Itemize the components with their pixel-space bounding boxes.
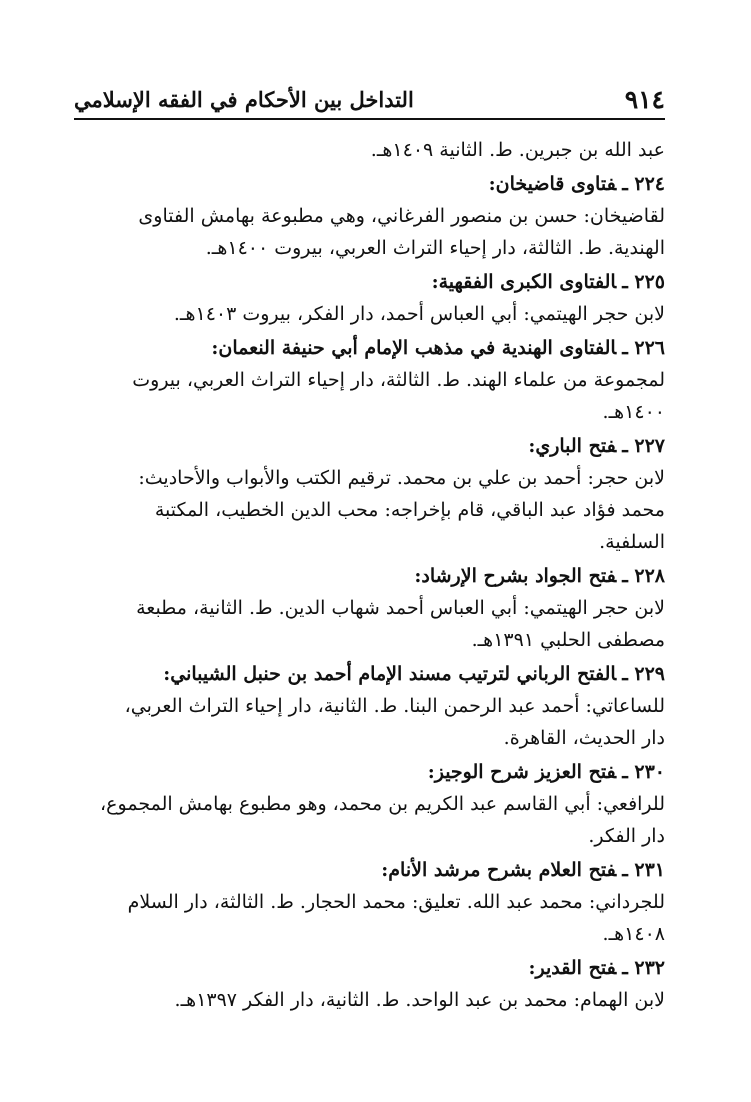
entry-title: فتح القدير: — [528, 957, 617, 979]
bibliography-entry — [74, 854, 665, 950]
entry-text-line: لمجموعة من علماء الهند. ط. الثالثة، دار إحياء التراث العربي، بيروت — [132, 369, 665, 391]
entry-text-line: لقاضيخان: حسن بن منصور الفرغاني، وهي مطبوعة بهامش الفتاوى — [138, 205, 665, 227]
entry-heading — [74, 430, 665, 462]
bibliography-entry — [74, 560, 665, 656]
entry-title: الفتاوى الهندية في مذهب الإمام أبي حنيفة النعمان: — [211, 337, 617, 359]
entry-heading — [74, 854, 665, 886]
entry-title: الفتح الرباني لترتيب مسند الإمام أحمد بن حنبل الشيباني: — [163, 663, 617, 685]
bibliography-entry — [74, 332, 665, 428]
entry-number: ٢٢٧ ـ — [622, 435, 665, 457]
page-number: ٩١٤ — [624, 84, 665, 114]
entry-number: ٢٢٨ ـ — [622, 565, 665, 587]
entry-heading — [74, 658, 665, 690]
entry-text-line: الهندية. ط. الثالثة، دار إحياء التراث العربي، بيروت ١٤٠٠هـ. — [205, 237, 665, 259]
entry-title: فتح العلام بشرح مرشد الأنام: — [381, 859, 617, 881]
entry-number: ٢٢٩ ـ — [622, 663, 665, 685]
entry-text-line: للرافعي: أبي القاسم عبد الكريم بن محمد، وهو مطبوع بهامش المجموع، — [100, 793, 665, 815]
bibliography-entry — [74, 430, 665, 558]
entry-text-line: السلفية. — [599, 531, 665, 553]
entry-text-line: عبد الله بن جبرين. ط. الثانية ١٤٠٩هـ. — [370, 139, 665, 161]
entry-number: ٢٣١ ـ — [622, 859, 665, 881]
entry-text-line: للجرداني: محمد عبد الله. تعليق: محمد الحجار. ط. الثالثة، دار السلام — [127, 891, 665, 913]
entry-number: ٢٢٥ ـ — [622, 271, 665, 293]
entry-text-line: دار الفكر. — [588, 825, 665, 847]
entry-title: الفتاوى الكبرى الفقهية: — [431, 271, 617, 293]
entry-title: فتاوى قاضيخان: — [488, 173, 617, 195]
entry-heading — [74, 266, 665, 298]
entry-title: فتح الجواد بشرح الإرشاد: — [414, 565, 617, 587]
bibliography-entry — [74, 952, 665, 1016]
entry-text-line: دار الحديث، القاهرة. — [503, 727, 665, 749]
running-title: التداخل بين الأحكام في الفقه الإسلامي — [74, 86, 414, 112]
entry-text-line: لابن الهمام: محمد بن عبد الواحد. ط. الثانية، دار الفكر ١٣٩٧هـ. — [174, 989, 665, 1011]
entry-number: ٢٢٤ ـ — [622, 173, 665, 195]
entry-text-line: ١٤٠٠هـ. — [602, 401, 665, 423]
entry-heading — [74, 332, 665, 364]
entry-text-line: للساعاتي: أحمد عبد الرحمن البنا. ط. الثانية، دار إحياء التراث العربي، — [124, 695, 665, 717]
entry-heading — [74, 560, 665, 592]
entry-text-line: مصطفى الحلبي ١٣٩١هـ. — [471, 629, 665, 651]
entry-number: ٢٢٦ ـ — [622, 337, 665, 359]
entry-text-line: لابن حجر الهيتمي: أبي العباس أحمد، دار الفكر، بيروت ١٤٠٣هـ. — [173, 303, 665, 325]
entry-heading — [74, 756, 665, 788]
bibliography-entry — [74, 134, 665, 166]
bibliography-entry — [74, 658, 665, 754]
entry-text-line: محمد فؤاد عبد الباقي، قام بإخراجه: محب الدين الخطيب، المكتبة — [154, 499, 665, 521]
bibliography-entry — [74, 756, 665, 852]
entry-text-line: لابن حجر: أحمد بن علي بن محمد. ترقيم الكتب والأبواب والأحاديث: — [138, 467, 665, 489]
running-header — [74, 80, 665, 120]
bibliography-entry — [74, 266, 665, 330]
entry-text-line: ١٤٠٨هـ. — [602, 923, 665, 945]
entry-title: فتح الباري: — [528, 435, 617, 457]
entry-text-line: لابن حجر الهيتمي: أبي العباس أحمد شهاب الدين. ط. الثانية، مطبعة — [136, 597, 665, 619]
entry-heading — [74, 952, 665, 984]
bibliography-list — [74, 134, 665, 1016]
entry-heading — [74, 168, 665, 200]
entry-number: ٢٣٢ ـ — [622, 957, 665, 979]
entry-number: ٢٣٠ ـ — [622, 761, 665, 783]
entry-title: فتح العزيز شرح الوجيز: — [427, 761, 617, 783]
bibliography-entry — [74, 168, 665, 264]
